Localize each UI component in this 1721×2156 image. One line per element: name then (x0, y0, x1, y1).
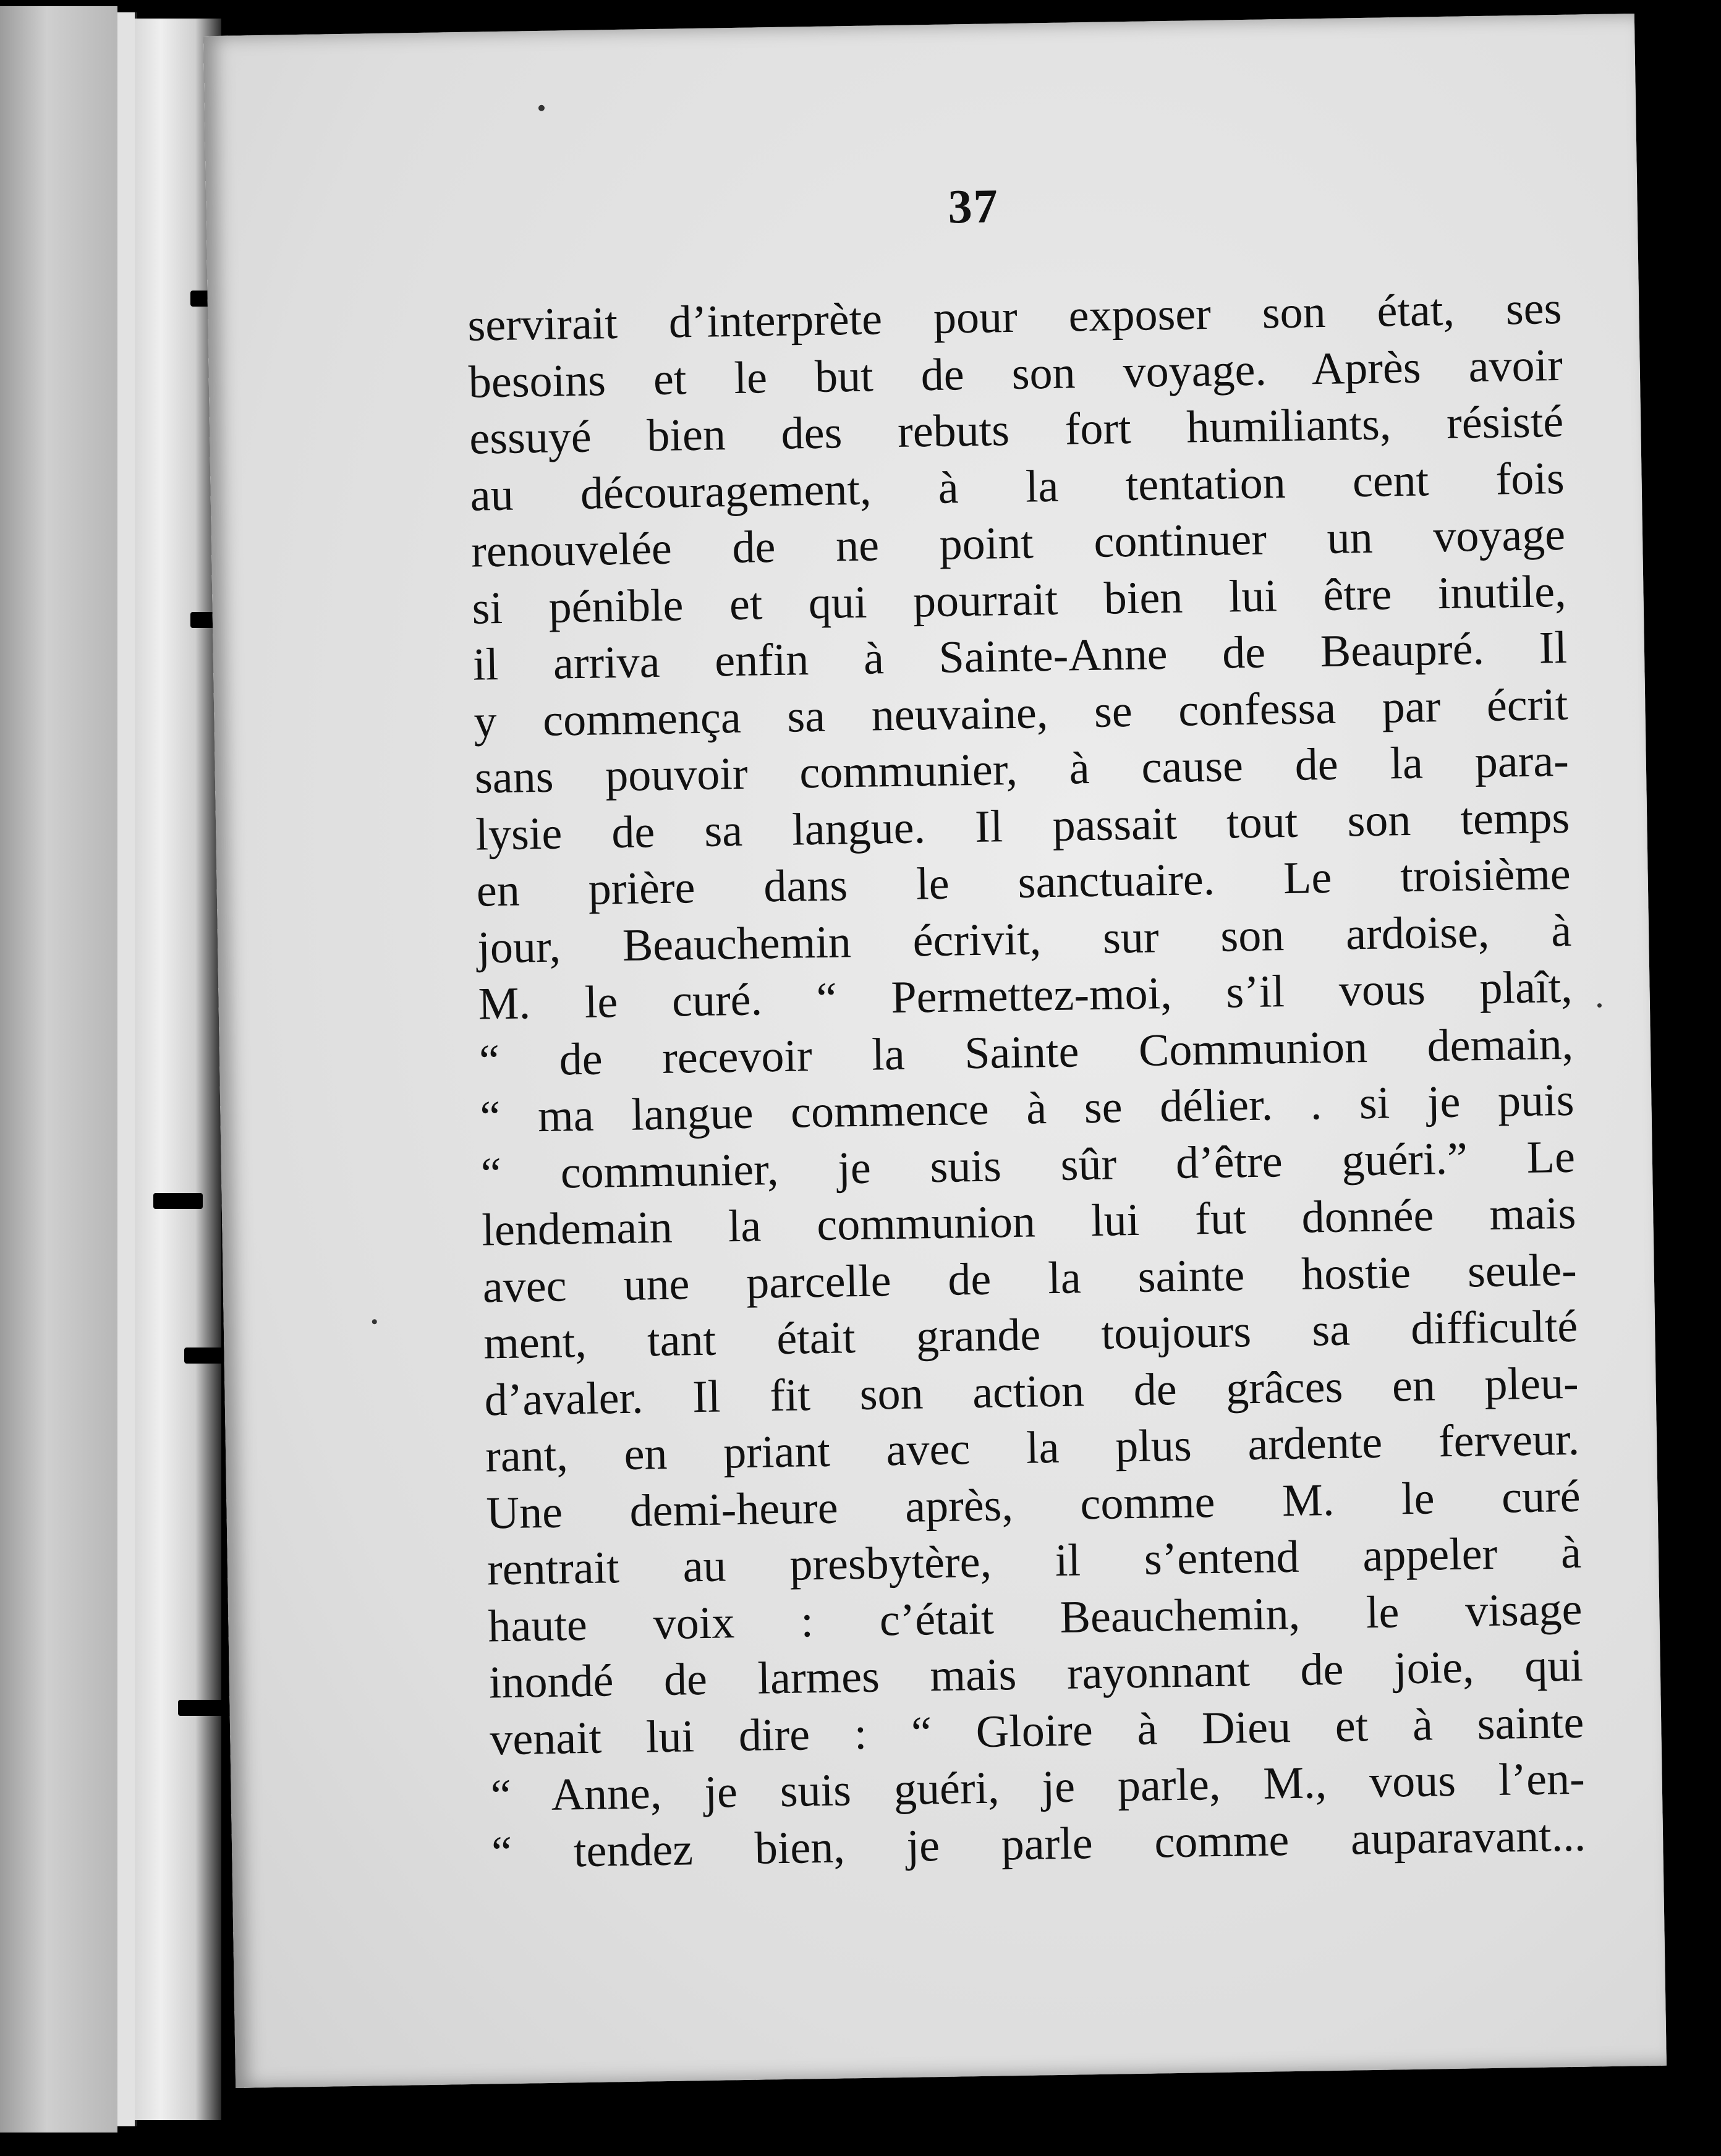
text-line: il arriva enfin à Sainte-Anne de Beaupré. Il (472, 622, 1568, 690)
text-line: “ communier, je suis sûr d’être guéri.” Le (480, 1131, 1576, 1200)
previous-page-edge (0, 6, 117, 2133)
text-line: haute voix : c’était Beauchemin, le visage (487, 1584, 1583, 1652)
text-line: “ ma langue commence à se délier. . si je puis (479, 1074, 1575, 1143)
text-line: sans pouvoir communier, à cause de la para- (474, 735, 1570, 804)
text-line: rentrait au presbytère, il s’entend appeler à (487, 1527, 1582, 1595)
text-line: “ de recevoir la Sainte Communion demain, (478, 1018, 1574, 1087)
text-line: rant, en priant avec la plus ardente ferveur. (485, 1414, 1580, 1482)
speck (1597, 1003, 1602, 1008)
speck (538, 105, 545, 111)
text-line: inondé de larmes mais rayonnant de joie, qui (488, 1640, 1584, 1708)
page-body-text (467, 281, 1586, 1881)
text-line: renouvelée de ne point continuer un voyage (470, 509, 1566, 577)
text-line: d’avaler. Il fit son action de grâces en pleu- (484, 1357, 1579, 1426)
text-line: servirait d’interprète pour exposer son état, ses (467, 282, 1562, 351)
text-line: en prière dans le sanctuaire. Le troisième (476, 848, 1571, 917)
text-line: lendemain la communion lui fut donnée mais (481, 1187, 1576, 1256)
binding-stitch (153, 1193, 203, 1209)
text-line: au découragement, à la tentation cent fois (470, 452, 1565, 521)
text-line: si pénible et qui pourrait bien lui être inutile, (472, 566, 1567, 634)
text-line: essuyé bien des rebuts fort humiliants, résisté (469, 396, 1564, 464)
book-page (203, 14, 1667, 2088)
text-line: avec une parcelle de la sainte hostie seule- (482, 1244, 1578, 1313)
text-line: jour, Beauchemin écrivit, sur son ardoise, à (477, 905, 1572, 974)
text-line: “ Anne, je suis guéri, je parle, M., vous l’en- (490, 1753, 1586, 1822)
page-number: 37 (947, 179, 1000, 234)
text-line: M. le curé. “ Permettez-moi, s’il vous plaît, (478, 961, 1573, 1030)
text-line: y commença sa neuvaine, se confessa par écrit (473, 679, 1568, 747)
text-line: “ tendez bien, je parle comme auparavant... (491, 1810, 1586, 1878)
text-line: besoins et le but de son voyage. Après avoir (468, 339, 1563, 408)
text-line: venait lui dire : “ Gloire à Dieu et à sainte (489, 1697, 1584, 1765)
text-line: ment, tant était grande toujours sa difficulté (483, 1301, 1578, 1369)
text-line: Une demi-heure après, comme M. le curé (486, 1471, 1581, 1538)
text-line: lysie de sa langue. Il passait tout son temps (475, 792, 1570, 860)
speck (372, 1319, 377, 1324)
